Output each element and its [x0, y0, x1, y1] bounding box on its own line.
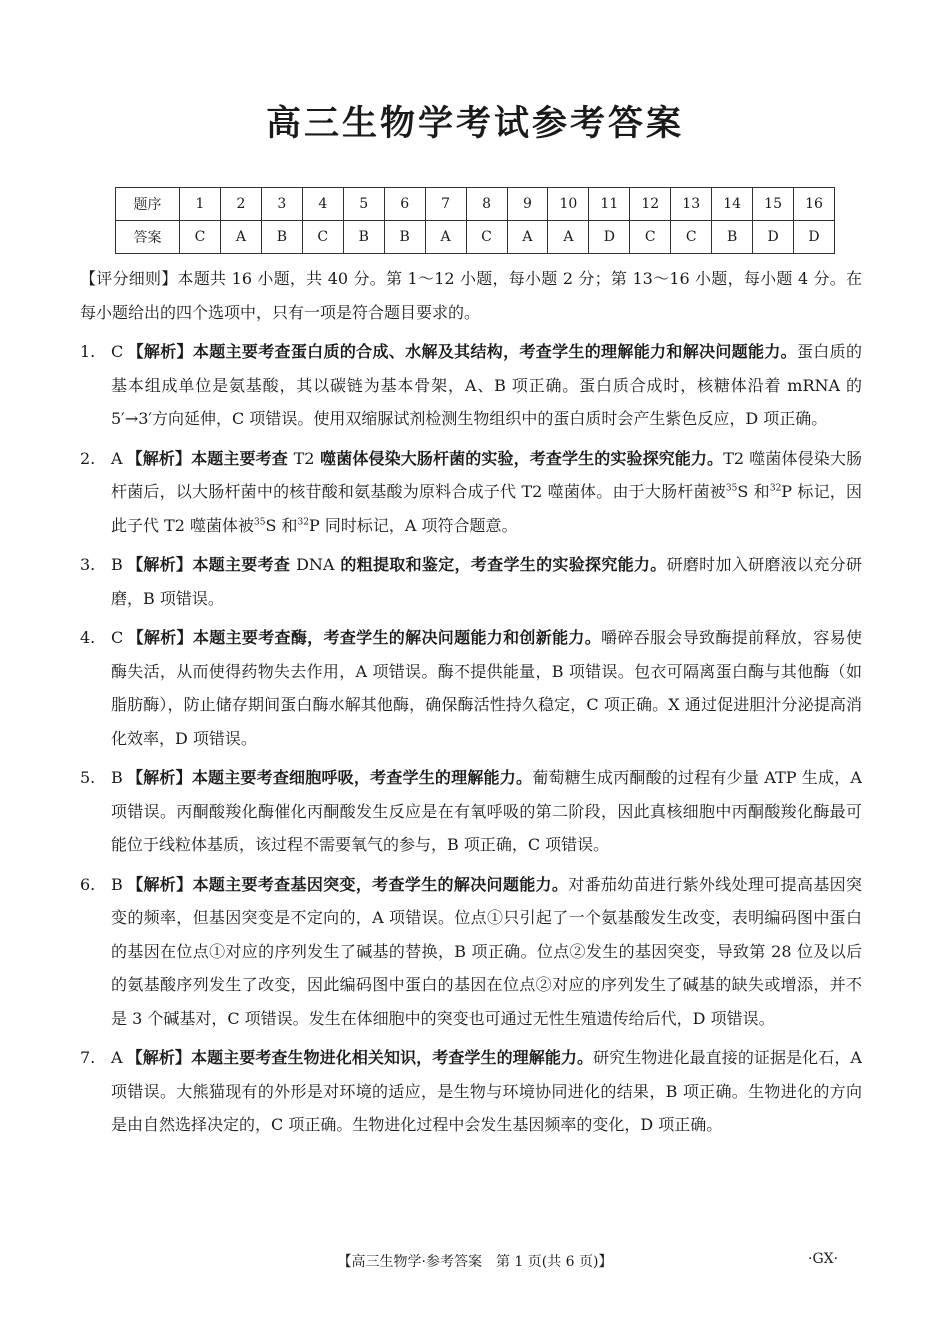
scoring-rules-text: 本题共 16 小题，共 40 分。第 1～12 小题，每小题 2 分；第 13～16 小题，每小题 4 分。在每小题给出的四个选项中，只有一项是符合题目要求的。: [80, 269, 862, 322]
item-text: 嚼碎吞服会导致酶提前释放，容易使酶失活，从而使得药物失去作用，A 项错误。酶不提供能量，B 项错误。包衣可隔离蛋白酶与其他酶（如脂肪酶），防止储存期间蛋白酶水解其他酶，确保酶活性持久稳定，C 项正确。X 通过促进胆汁分泌提高消化效率，D 项错误。: [111, 628, 862, 748]
table-cell: A: [220, 221, 261, 254]
table-row-numbers: [116, 188, 835, 221]
item-text: P 标记，因此子代 T2 噬菌体被: [111, 482, 862, 535]
explanation-item-5: [80, 761, 862, 862]
item-text: 研磨时加入研磨液以充分研磨，B 项错误。: [111, 555, 862, 608]
table-cell: C: [466, 221, 507, 254]
row-label-question: 题序: [116, 188, 180, 221]
item-number: 4.: [80, 628, 96, 647]
item-tag: 【解析】: [126, 768, 192, 787]
item-tag: 【解析】: [127, 342, 193, 361]
explanation-item-4: [80, 621, 862, 755]
isotope-superscript: 32: [297, 517, 309, 528]
isotope-superscript: 32: [769, 483, 782, 494]
item-number: 6.: [80, 874, 96, 894]
item-lead-term: DNA: [296, 555, 335, 574]
item-lead: 本题主要考查: [192, 555, 297, 574]
table-cell: B: [343, 221, 384, 254]
item-text: 葡萄糖生成丙酮酸的过程有少量 ATP 生成，A 项错误。丙酮酸羧化酶催化丙酮酸发生反应是在有氧呼吸的第二阶段，因此真核细胞中丙酮酸羧化酶最可能位于线粒体基质，该过程不需要氧气的参与，B 项正确，C 项错误。: [111, 768, 862, 854]
isotope-superscript: 35: [254, 517, 266, 528]
table-cell: 11: [589, 188, 630, 221]
item-tag: 【解析】: [126, 1048, 191, 1067]
page-title: 高三生物学考试参考答案: [265, 104, 684, 144]
item-answer: B: [111, 768, 123, 787]
item-text: T2 噬菌体侵染大肠杆菌后，以大肠杆菌中的核苷酸和氨基酸为原料合成子代 T2 噬菌体。由于大肠杆菌被: [111, 448, 862, 501]
table-cell: 1: [180, 188, 221, 221]
item-lead: 本题主要考查细胞呼吸，考查学生的理解能力。: [191, 768, 533, 787]
table-cell: A: [507, 221, 548, 254]
table-cell: 15: [753, 188, 794, 221]
table-cell: C: [630, 221, 671, 254]
table-cell: D: [753, 221, 794, 254]
item-answer: B: [111, 874, 123, 894]
table-cell: 16: [794, 188, 835, 221]
item-answer: B: [111, 555, 123, 574]
item-tag: 【解析】: [126, 448, 192, 468]
table-cell: C: [671, 221, 712, 254]
item-lead: 噬菌体侵染大肠杆菌的实验，考查学生的实验探究能力。: [314, 448, 724, 468]
table-cell: 9: [507, 188, 548, 221]
region-mark: ·GX·: [808, 1251, 839, 1267]
item-answer: A: [111, 1048, 123, 1067]
table-cell: A: [548, 221, 589, 254]
table-cell: B: [261, 221, 302, 254]
item-lead: 本题主要考查: [191, 448, 294, 468]
page-footer: 【高三生物学·参考答案 第 1 页(共 6 页)】: [337, 1254, 613, 1270]
item-lead: 本题主要考查酶，考查学生的解决问题能力和创新能力。: [192, 628, 602, 647]
item-number: 3.: [80, 555, 96, 574]
item-number: 1.: [80, 342, 96, 361]
explanation-item-6: [80, 868, 862, 1036]
item-answer: C: [111, 628, 124, 647]
item-number: 5.: [80, 768, 96, 787]
item-number: 7.: [80, 1048, 96, 1067]
item-number: 2.: [80, 448, 96, 468]
explanation-item-3: [80, 548, 862, 615]
item-text: 蛋白质的基本组成单位是氨基酸，其以碳链为基本骨架，A、B 项正确。蛋白质合成时，核糖体沿着 mRNA 的 5′→3′方向延伸，C 项错误。使用双缩脲试剂检测生物组织中的蛋白质时会产生紫色反应，D 项正确。: [111, 342, 862, 428]
explanation-item-2: [80, 442, 862, 543]
scoring-rules-label: 【评分细则】: [80, 269, 178, 288]
item-tag: 【解析】: [126, 874, 193, 894]
explanation-item-1: [80, 335, 862, 436]
answer-table: [115, 187, 835, 254]
table-cell: A: [425, 221, 466, 254]
table-cell: 8: [466, 188, 507, 221]
item-tag: 【解析】: [126, 555, 193, 574]
table-cell: B: [712, 221, 753, 254]
table-cell: 4: [302, 188, 343, 221]
table-cell: 7: [425, 188, 466, 221]
item-lead-term: T2: [293, 448, 315, 468]
item-text: P 同时标记，A 项符合题意。: [309, 515, 518, 535]
table-cell: 10: [548, 188, 589, 221]
item-text: 研究生物进化最直接的证据是化石，A 项错误。大熊猫现有的外形是对环境的适应，是生物与环境协同进化的结果，B 项正确。生物进化的方向是由自然选择决定的，C 项正确。生物进化过程中会发生基因频率的变化，D 项正确。: [111, 1048, 862, 1134]
table-cell: 2: [220, 188, 261, 221]
table-row-answers: [116, 221, 835, 254]
table-cell: 3: [261, 188, 302, 221]
table-cell: 14: [712, 188, 753, 221]
explanation-item-7: [80, 1041, 862, 1142]
scoring-rules: [80, 262, 862, 329]
item-lead: 本题主要考查生物进化相关知识，考查学生的理解能力。: [190, 1048, 594, 1067]
item-lead: 本题主要考查基因突变，考查学生的解决问题能力。: [192, 874, 569, 894]
table-cell: 12: [630, 188, 671, 221]
row-label-answer: 答案: [116, 221, 180, 254]
item-lead: 的粗提取和鉴定，考查学生的实验探究能力。: [334, 555, 667, 574]
item-text: S 和: [737, 482, 770, 501]
table-cell: B: [384, 221, 425, 254]
item-text: 对番茄幼苗进行紫外线处理可提高基因突变的频率，但基因突变是不定向的，A 项错误。位点①只引起了一个氨基酸发生改变，表明编码图中蛋白的基因在位点①对应的序列发生了碱基的替换，B 项正确。位点②发生的基因突变，导致第 28 位及以后的氨基酸序列发生了改变，因此编码图中蛋白的基因在位点②对应的序列发生了碱基的缺失或增添，并不是 3 个碱基对，C 项错误。发生在体细胞中的突变也可通过无性生殖遗传给后代，D 项错误。: [111, 874, 862, 1028]
item-text: S 和: [265, 515, 298, 535]
item-lead: 本题主要考查蛋白质的合成、水解及其结构，考查学生的理解能力和解决问题能力。: [192, 342, 797, 361]
table-cell: D: [794, 221, 835, 254]
table-cell: D: [589, 221, 630, 254]
table-cell: 5: [343, 188, 384, 221]
table-cell: 13: [671, 188, 712, 221]
isotope-superscript: 35: [725, 483, 738, 494]
item-answer: C: [111, 342, 124, 361]
item-answer: A: [111, 448, 123, 468]
answer-explanations: [80, 262, 862, 1148]
table-cell: 6: [384, 188, 425, 221]
table-cell: C: [180, 221, 221, 254]
item-tag: 【解析】: [127, 628, 193, 647]
table-cell: C: [302, 221, 343, 254]
